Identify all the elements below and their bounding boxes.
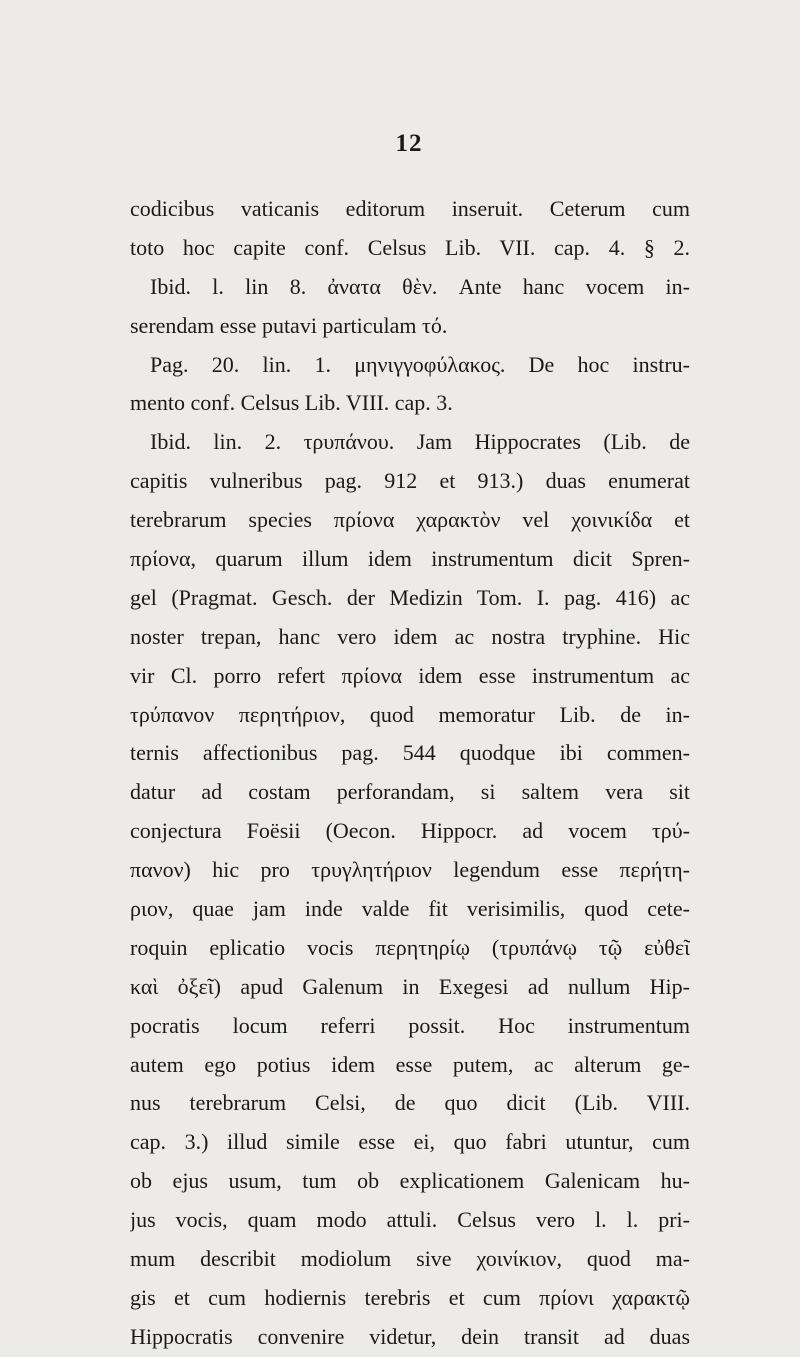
page-number: 12 bbox=[395, 130, 423, 157]
text-line: roquin eplicatio vocis περητηρίῳ (τρυπάνῳ τῷ εὐθεῖ bbox=[130, 934, 690, 960]
body-text bbox=[130, 190, 690, 1357]
text-line: Ibid. l. lin 8. ἀνατα θὲν. Ante hanc vocem in- bbox=[150, 273, 690, 299]
text-line: ριον, quae jam inde valde fit verisimilis, quod cete- bbox=[130, 896, 690, 922]
text-line: Pag. 20. lin. 1. μηνιγγοφύλακος. De hoc instru- bbox=[150, 351, 690, 377]
text-line: autem ego potius idem esse putem, ac alterum ge- bbox=[130, 1051, 690, 1077]
text-line: mento conf. Celsus Lib. VIII. cap. 3. bbox=[130, 390, 453, 416]
text-line: gel (Pragmat. Gesch. der Medizin Tom. I. pag. 416) ac bbox=[130, 584, 690, 610]
text-line: Ibid. lin. 2. τρυπάνου. Jam Hippocrates (Lib. de bbox=[150, 429, 690, 455]
text-line: capitis vulneribus pag. 912 et 913.) duas enumerat bbox=[130, 468, 690, 494]
text-line: τρύπανον περητήριον, quod memoratur Lib. de in- bbox=[130, 701, 690, 727]
text-line: serendam esse putavi particulam τό. bbox=[130, 312, 448, 338]
text-line: conjectura Foësii (Oecon. Hippocr. ad vocem τρύ- bbox=[130, 818, 690, 844]
text-line: pocratis locum referri possit. Hoc instrumentum bbox=[130, 1012, 690, 1038]
text-line: noster trepan, hanc vero idem ac nostra tryphine. Hic bbox=[130, 623, 690, 649]
text-line: πανον) hic pro τρυγλητήριον legendum esse περήτη- bbox=[130, 857, 690, 883]
text-line: πρίονα, quarum illum idem instrumentum dicit Spren- bbox=[130, 546, 690, 572]
text-line: mum describit modiolum sive χοινίκιον, quod ma- bbox=[130, 1246, 690, 1272]
text-line: ternis affectionibus pag. 544 quodque ibi commen- bbox=[130, 740, 690, 766]
text-line: datur ad costam perforandam, si saltem vera sit bbox=[130, 779, 690, 805]
text-line: nus terebrarum Celsi, de quo dicit (Lib. VIII. bbox=[130, 1090, 690, 1116]
text-line: Hippocratis convenire videtur, dein transit ad duas bbox=[130, 1323, 690, 1349]
text-line: vir Cl. porro refert πρίονα idem esse instrumentum ac bbox=[130, 662, 690, 688]
text-line: jus vocis, quam modo attuli. Celsus vero l. l. pri- bbox=[130, 1207, 690, 1233]
text-line: terebrarum species πρίονα χαρακτὸν vel χοινικίδα et bbox=[130, 507, 690, 533]
text-line: gis et cum hodiernis terebris et cum πρίονι χαρακτῷ bbox=[130, 1284, 690, 1310]
text-line: cap. 3.) illud simile esse ei, quo fabri utuntur, cum bbox=[130, 1129, 690, 1155]
text-line: καὶ ὀξεῖ) apud Galenum in Exegesi ad nullum Hip- bbox=[130, 973, 690, 999]
text-line: toto hoc capite conf. Celsus Lib. VII. cap. 4. § 2. bbox=[130, 234, 690, 260]
text-line: codicibus vaticanis editorum inseruit. Ceterum cum bbox=[130, 196, 690, 221]
text-line: ob ejus usum, tum ob explicationem Galenicam hu- bbox=[130, 1168, 690, 1194]
